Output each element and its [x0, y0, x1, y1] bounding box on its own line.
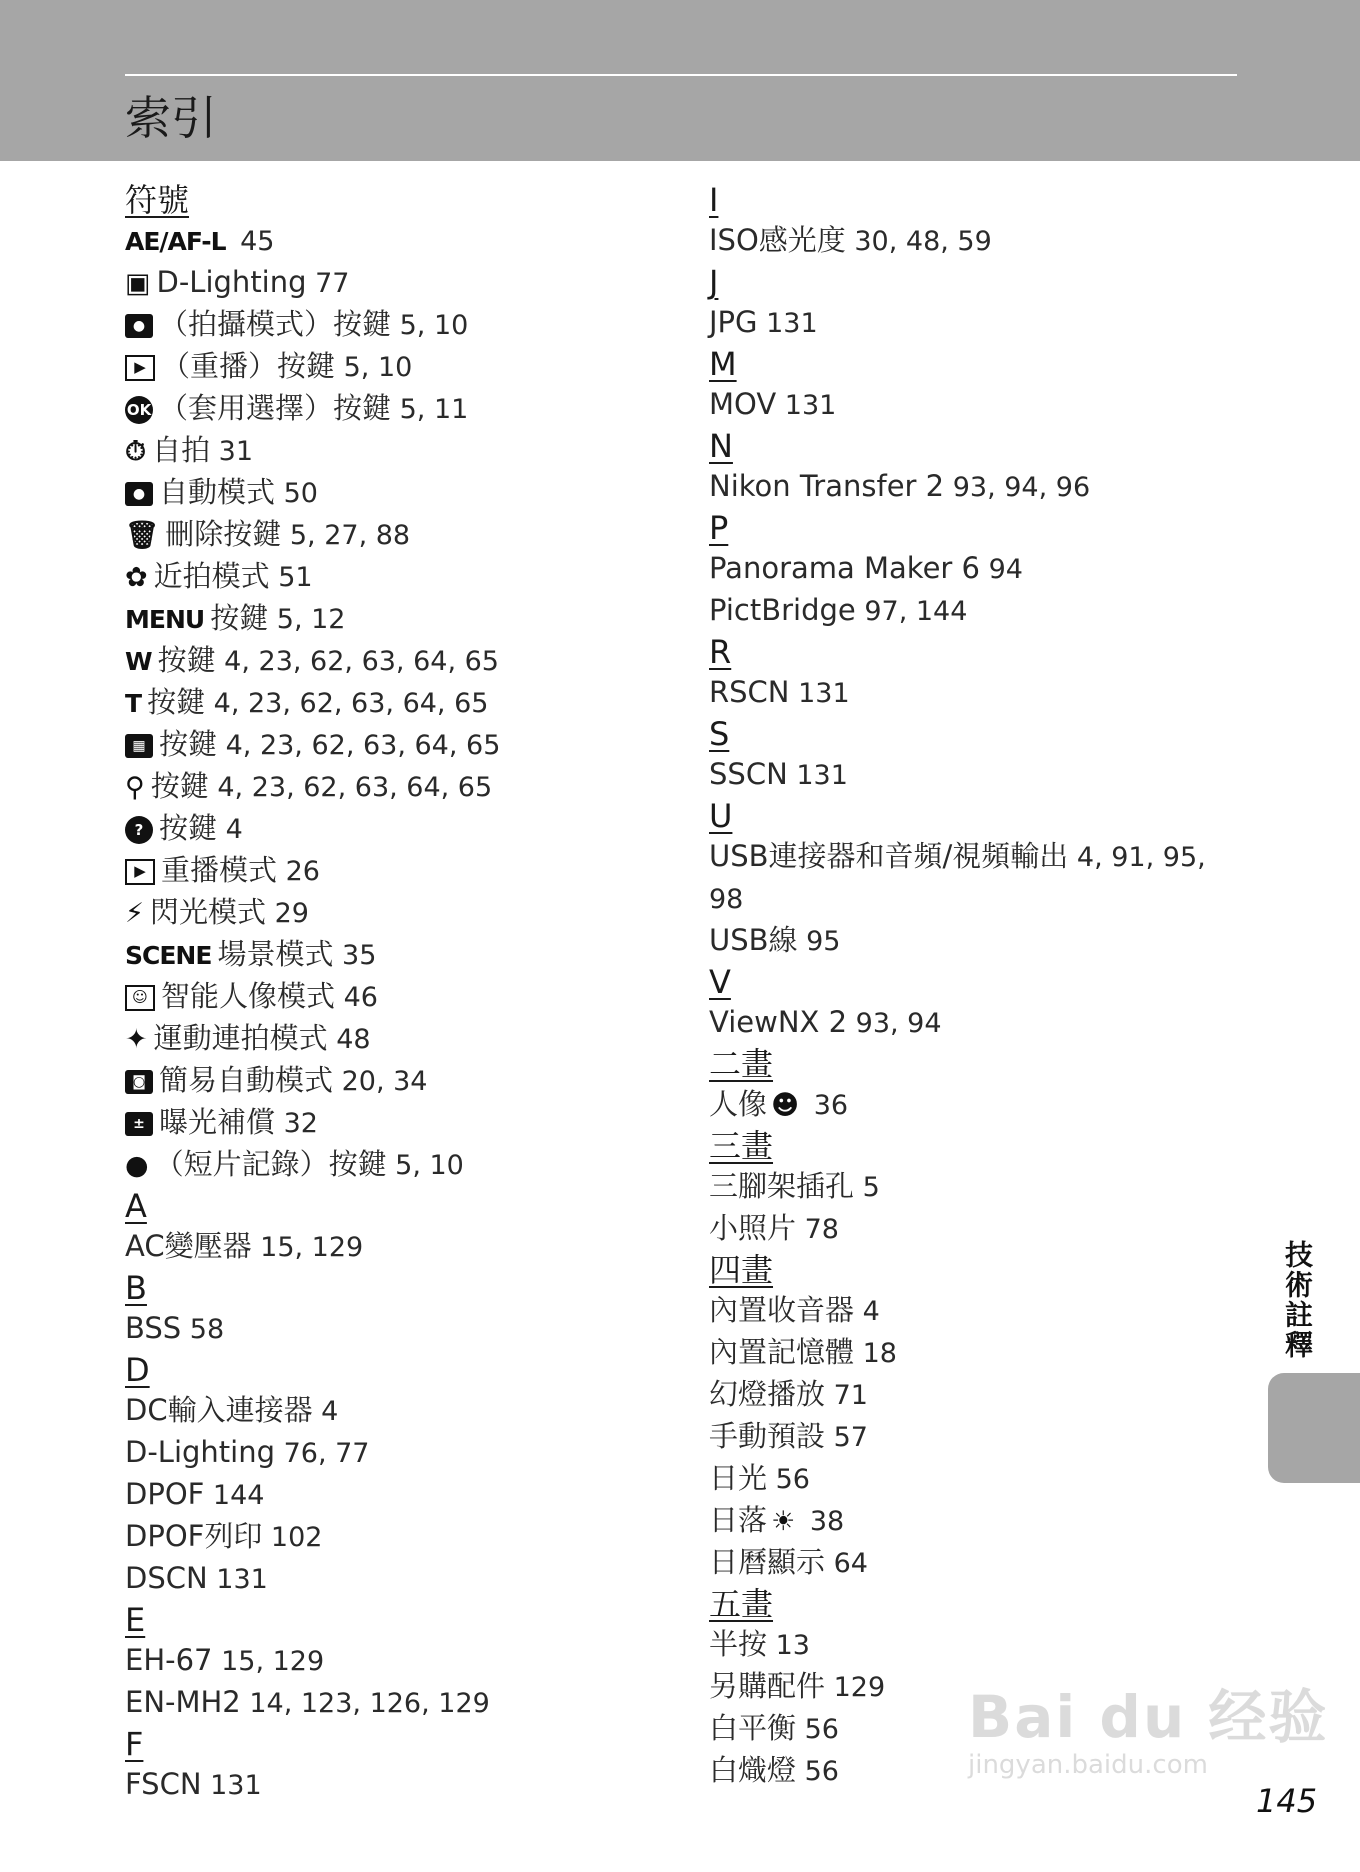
portrait-icon: ☻ [771, 1090, 800, 1121]
entry-term: DSCN [125, 1561, 208, 1595]
entry-term: 按鍵 [159, 727, 218, 761]
entry-pages: 36 [805, 1090, 849, 1121]
index-entry [709, 1166, 1229, 1208]
entry-term: 自拍 [152, 433, 211, 467]
index-entry [125, 1144, 695, 1186]
zoom-icon: ⚲ [125, 772, 145, 803]
easy-auto-icon: ◙ [125, 1070, 153, 1094]
entry-pages: 4 [854, 1296, 880, 1327]
entry-term: EH-67 [125, 1643, 213, 1677]
exposure-icon: ± [125, 1112, 153, 1136]
index-entry [125, 1102, 695, 1144]
entry-pages: 5, 10 [391, 310, 469, 341]
index-heading: M [709, 345, 737, 383]
index-entry [125, 1558, 695, 1600]
entry-term: 日曆顯示 [709, 1545, 826, 1579]
entry-pages: 5, 12 [268, 604, 346, 635]
entry-term: MOV [709, 387, 777, 421]
entry-term: 人像 [709, 1087, 768, 1121]
entry-term: ViewNX 2 [709, 1005, 848, 1039]
entry-term: 另購配件 [709, 1669, 826, 1703]
entry-term: 智能人像模式 [161, 979, 336, 1013]
entry-pages: 5, 10 [386, 1150, 464, 1181]
index-entry [125, 1308, 695, 1350]
index-entry [125, 1682, 695, 1724]
index-entry [125, 1060, 695, 1102]
entry-term: 三腳架插孔 [709, 1169, 855, 1203]
entry-term: （套用選擇）按鍵 [159, 391, 392, 425]
index-entry [709, 1002, 1229, 1044]
entry-pages: 56 [796, 1714, 839, 1745]
index-heading: N [709, 427, 733, 465]
entry-pages: 131 [776, 390, 837, 421]
entry-pages: 18 [854, 1338, 897, 1369]
entry-term: 按鍵 [150, 769, 209, 803]
entry-term: 近拍模式 [153, 559, 270, 593]
entry-pages: 4 [217, 814, 243, 845]
entry-term: RSCN [709, 675, 790, 709]
entry-term: FSCN [125, 1767, 202, 1801]
entry-term: JPG [709, 305, 758, 339]
entry-term: （短片記錄）按鍵 [154, 1147, 387, 1181]
entry-pages: 4, 91, 95, 98 [709, 842, 1206, 915]
entry-term: 半按 [709, 1627, 768, 1661]
entry-pages: 129 [825, 1672, 886, 1703]
entry-pages: 94 [980, 554, 1023, 585]
record-icon: ● [125, 1150, 149, 1181]
index-heading: F [125, 1725, 144, 1763]
entry-term: 閃光模式 [149, 895, 266, 929]
camera-icon: ● [125, 482, 153, 506]
index-entry [125, 1226, 695, 1268]
side-tab-label: 技術註釋 [1281, 1240, 1314, 1360]
index-entry [125, 724, 695, 766]
entry-term: SSCN [709, 757, 788, 791]
flash-icon: ⚡ [125, 898, 144, 929]
index-entry [125, 346, 695, 388]
index-heading: A [125, 1187, 147, 1225]
entry-term: AC變壓器 [125, 1229, 252, 1263]
button-label-icon: AE/AF-L [125, 227, 226, 256]
index-entry [709, 220, 1229, 262]
index-heading: 三畫 [709, 1127, 774, 1165]
help-icon: ? [125, 816, 153, 844]
button-label-icon: SCENE [125, 941, 212, 970]
entry-pages: 38 [801, 1506, 845, 1537]
entry-pages: 4, 23, 62, 63, 64, 65 [208, 772, 493, 803]
entry-pages: 97, 144 [855, 596, 968, 627]
entry-term: 按鍵 [157, 643, 216, 677]
entry-term: D-Lighting [125, 1435, 276, 1469]
index-heading: 四畫 [709, 1251, 774, 1289]
index-entry [709, 836, 1229, 920]
entry-term: 場景模式 [217, 937, 334, 971]
index-column-right [709, 180, 1229, 1792]
index-heading: E [125, 1601, 146, 1639]
entry-pages: 76, 77 [275, 1438, 370, 1469]
index-entry [709, 1208, 1229, 1250]
index-entry [125, 1432, 695, 1474]
index-entry [125, 808, 695, 850]
index-entry [709, 672, 1229, 714]
page-number: 145 [1256, 1782, 1318, 1820]
index-entry [125, 472, 695, 514]
index-heading: U [709, 797, 733, 835]
entry-pages: 102 [262, 1522, 323, 1553]
entry-pages: 13 [767, 1630, 810, 1661]
entry-pages: 45 [231, 226, 275, 257]
entry-pages: 78 [796, 1214, 839, 1245]
entry-pages: 50 [275, 478, 318, 509]
index-entry [709, 1458, 1229, 1500]
entry-pages: 95 [797, 926, 841, 957]
entry-term: EN-MH2 [125, 1685, 241, 1719]
entry-term: 按鍵 [147, 685, 206, 719]
index-entry [709, 1542, 1229, 1584]
entry-pages: 131 [201, 1770, 262, 1801]
self-timer-icon: ⏱ [125, 436, 147, 467]
index-entry [709, 1332, 1229, 1374]
entry-term: 重播模式 [161, 853, 278, 887]
entry-term: 小照片 [709, 1211, 797, 1245]
entry-pages: 32 [275, 1108, 318, 1139]
camera-icon: ● [125, 314, 153, 338]
entry-pages: 15, 129 [212, 1646, 325, 1677]
entry-term: 日光 [709, 1461, 768, 1495]
playback-icon: ▶ [125, 859, 155, 885]
index-entry [709, 384, 1229, 426]
index-entry [125, 1474, 695, 1516]
watermark [968, 1670, 1328, 1780]
index-entry [125, 514, 695, 556]
index-entry [125, 1764, 695, 1806]
index-entry [125, 850, 695, 892]
entry-pages: 31 [210, 436, 254, 467]
playback-icon: ▶ [125, 355, 155, 381]
entry-pages: 56 [767, 1464, 810, 1495]
entry-pages: 51 [269, 562, 313, 593]
button-label-icon: MENU [125, 605, 205, 634]
entry-pages: 26 [277, 856, 320, 887]
index-entry [709, 1084, 1229, 1126]
entry-term: 白熾燈 [709, 1753, 797, 1787]
entry-pages: 131 [207, 1564, 268, 1595]
index-entry [709, 590, 1229, 632]
trash-icon: 🗑 [125, 520, 160, 551]
index-entry [125, 430, 695, 472]
entry-pages: 93, 94 [847, 1008, 942, 1039]
entry-term: Nikon Transfer 2 [709, 469, 945, 503]
index-heading: R [709, 633, 732, 671]
entry-pages: 58 [181, 1314, 225, 1345]
entry-pages: 56 [796, 1756, 839, 1787]
entry-term: 白平衡 [709, 1711, 797, 1745]
index-entry [125, 1640, 695, 1682]
index-entry [125, 766, 695, 808]
index-entry [125, 1390, 695, 1432]
sport-icon: ✦ [125, 1024, 148, 1055]
entry-pages: 14, 123, 126, 129 [240, 1688, 490, 1719]
entry-term: 手動預設 [709, 1419, 826, 1453]
index-entry [125, 682, 695, 724]
index-heading: 符號 [125, 181, 190, 219]
entry-pages: 4, 23, 62, 63, 64, 65 [215, 646, 499, 677]
entry-pages: 4, 23, 62, 63, 64, 65 [205, 688, 489, 719]
index-entry [125, 556, 695, 598]
entry-pages: 77 [306, 268, 350, 299]
entry-term: 內置記憶體 [709, 1335, 855, 1369]
entry-term: DPOF [125, 1477, 205, 1511]
index-heading: S [709, 715, 730, 753]
side-tab [1268, 1373, 1360, 1483]
entry-pages: 15, 129 [251, 1232, 364, 1263]
index-heading: V [709, 963, 731, 1001]
header-rule [125, 74, 1237, 76]
index-entry [709, 548, 1229, 590]
index-entry [125, 220, 695, 262]
entry-term: USB線 [709, 923, 798, 957]
entry-pages: 35 [333, 940, 377, 971]
entry-term: 幻燈播放 [709, 1377, 826, 1411]
entry-term: BSS [125, 1311, 182, 1345]
index-entry [125, 262, 695, 304]
entry-pages: 144 [204, 1480, 265, 1511]
index-entry [709, 1290, 1229, 1332]
index-heading: D [125, 1351, 150, 1389]
index-entry [709, 1374, 1229, 1416]
entry-term: 自動模式 [159, 475, 276, 509]
entry-pages: 131 [787, 760, 848, 791]
page-header [0, 0, 1360, 161]
index-entry [709, 466, 1229, 508]
entry-pages: 93, 94, 96 [944, 472, 1091, 503]
smile-icon: ☺ [125, 985, 155, 1011]
index-heading: 五畫 [709, 1585, 774, 1623]
entry-term: 運動連拍模式 [153, 1021, 328, 1055]
watermark-url: jingyan.baidu.com [968, 1750, 1208, 1780]
entry-term: 曝光補償 [159, 1105, 276, 1139]
entry-term: 按鍵 [210, 601, 269, 635]
index-entry [709, 302, 1229, 344]
entry-term: （重播）按鍵 [161, 349, 336, 383]
index-entry [709, 920, 1229, 962]
index-entry [125, 892, 695, 934]
entry-term: 日落 [709, 1503, 768, 1537]
index-heading: 二畫 [709, 1045, 774, 1083]
entry-pages: 5 [854, 1172, 880, 1203]
index-heading: J [709, 263, 719, 301]
d-lighting-icon: ▣ [125, 268, 151, 299]
sunset-icon: ☀ [771, 1506, 796, 1537]
thumbnail-icon: ▦ [125, 734, 153, 758]
entry-pages: 5, 27, 88 [281, 520, 411, 551]
index-heading: I [709, 181, 719, 219]
entry-term: ISO感光度 [709, 223, 846, 257]
entry-term: DPOF列印 [125, 1519, 263, 1553]
page-title: 索引 [125, 91, 217, 145]
index-entry [125, 934, 695, 976]
entry-pages: 57 [825, 1422, 868, 1453]
entry-pages: 5, 10 [335, 352, 413, 383]
entry-pages: 5, 11 [391, 394, 469, 425]
entry-pages: 131 [757, 308, 818, 339]
entry-term: DC輸入連接器 [125, 1393, 313, 1427]
watermark-logo: Bai du 经验 [968, 1683, 1329, 1751]
entry-pages: 64 [825, 1548, 868, 1579]
entry-pages: 29 [265, 898, 309, 929]
index-column-left [125, 180, 695, 1806]
ok-icon: OK [125, 396, 153, 424]
button-label-icon: T [125, 689, 142, 718]
entry-pages: 131 [789, 678, 850, 709]
index-heading: B [125, 1269, 147, 1307]
entry-term: 內置收音器 [709, 1293, 855, 1327]
button-label-icon: W [125, 647, 152, 676]
index-heading: P [709, 509, 729, 547]
entry-pages: 48 [327, 1024, 371, 1055]
index-entry [125, 1516, 695, 1558]
index-entry [709, 1416, 1229, 1458]
entry-pages: 46 [335, 982, 378, 1013]
entry-term: 按鍵 [159, 811, 218, 845]
entry-pages: 30, 48, 59 [845, 226, 992, 257]
entry-pages: 71 [825, 1380, 868, 1411]
entry-term: USB連接器和音頻/視頻輸出 [709, 839, 1069, 873]
entry-term: PictBridge [709, 593, 856, 627]
index-entry [125, 640, 695, 682]
entry-term: （拍攝模式）按鍵 [159, 307, 392, 341]
entry-pages: 4, 23, 62, 63, 64, 65 [217, 730, 501, 761]
entry-term: 簡易自動模式 [159, 1063, 334, 1097]
index-entry [709, 1624, 1229, 1666]
macro-icon: ✿ [125, 562, 148, 593]
index-entry [125, 976, 695, 1018]
index-entry [125, 598, 695, 640]
entry-term: Panorama Maker 6 [709, 551, 980, 585]
entry-pages: 4 [312, 1396, 339, 1427]
entry-term: 刪除按鍵 [165, 517, 282, 551]
entry-term: D-Lighting [156, 265, 307, 299]
index-entry [125, 304, 695, 346]
index-entry [709, 1500, 1229, 1542]
index-entry [125, 1018, 695, 1060]
index-entry [125, 388, 695, 430]
entry-pages: 20, 34 [333, 1066, 428, 1097]
index-entry [709, 754, 1229, 796]
